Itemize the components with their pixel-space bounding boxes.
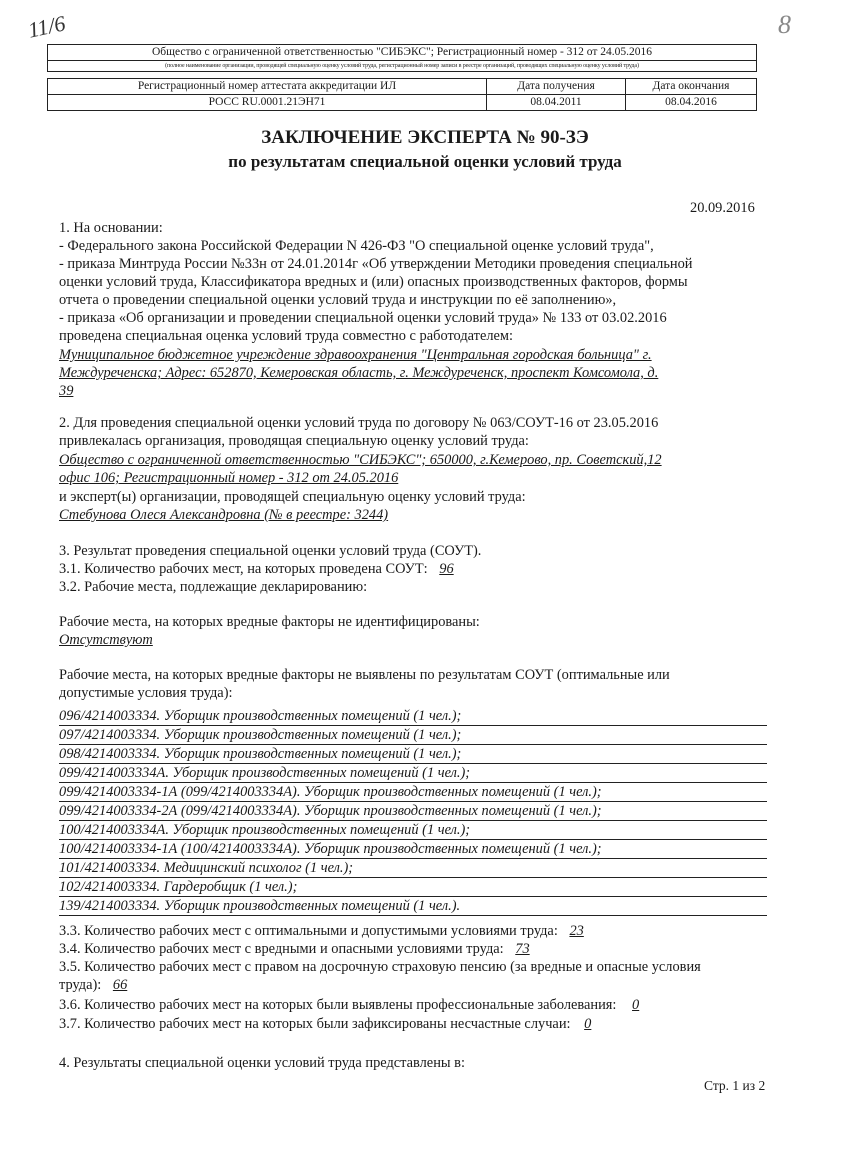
section-4-heading: 4. Результаты специальной оценки условий труда представлены в: [59,1055,465,1071]
section-1-line: 1. На основании: [59,220,163,236]
item-3-5: 3.5. Количество рабочих мест с правом на досрочную страховую пенсию (за вредные и опасные условия [59,959,701,975]
workplace-item: 102/4214003334. Гардеробщик (1 чел.); [59,878,767,897]
employer-address-cont: 39 [59,383,74,399]
section-1-line: - приказа «Об организации и проведении специальной оценки условий труда» № 133 от 03.02.2016 [59,310,667,326]
item-3-2: 3.2. Рабочие места, подлежащие декларированию: [59,579,368,595]
employer-name: Муниципальное бюджетное учреждение здравоохранения "Центральная городская больница" г. [59,347,652,363]
handwritten-page-number: 8 [778,10,791,39]
document-subtitle: по результатам специальной оценки условий труда [228,152,622,171]
expiry-date-label: Дата окончания [626,79,757,95]
item-3-7-value: 0 [584,1016,592,1032]
document-date: 20.09.2016 [690,200,755,216]
received-date: 08.04.2011 [487,95,626,111]
handwritten-note: 11/6 [25,10,68,43]
page-number: Стр. 1 из 2 [704,1078,766,1093]
item-3-4 [59,940,538,958]
assessment-org: Общество с ограниченной ответственностью "СИБЭКС"; 650000, г.Кемерово, пр. Советский,12 [59,452,662,468]
item-3-4-value: 73 [515,941,530,957]
item-3-1-value: 96 [439,561,454,577]
workplace-item: 099/4214003334А. Уборщик производственных помещений (1 чел.); [59,764,767,783]
expert-intro: и эксперт(ы) организации, проводящей специальную оценку условий труда: [59,489,526,505]
workplace-item: 100/4214003334А. Уборщик производственных помещений (1 чел.); [59,821,767,840]
section-2-intro: привлекалась организация, проводящая специальную оценку условий труда: [59,433,529,449]
item-3-5-value: 66 [112,977,128,993]
workplace-item: 096/4214003334. Уборщик производственных помещений (1 чел.); [59,707,767,726]
section-2-intro: 2. Для проведения специальной оценки условий труда по договору № 063/СОУТ-16 от 23.05.2016 [59,415,659,431]
workplace-item: 099/4214003334-1А (099/4214003334А). Уборщик производственных помещений (1 чел.); [59,783,767,802]
section-1-line: проведена специальная оценка условий труда совместно с работодателем: [59,328,514,344]
item-3-7-label: 3.7. Количество рабочих мест на которых были зафиксированы несчастные случаи: [59,1016,571,1032]
document-title: ЗАКЛЮЧЕНИЕ ЭКСПЕРТА № 90-ЗЭ [261,127,589,148]
item-3-6 [59,996,651,1014]
item-3-5-label-cont: труда): [59,977,102,993]
received-date-label: Дата получения [487,79,626,95]
assessment-org-cont: офис 106; Регистрационный номер - 312 от 24.05.2016 [59,470,399,486]
section-1-line: - приказа Минтруда России №33н от 24.01.2014г «Об утверждении Методики проведения специальной [59,256,693,272]
item-3-7 [59,1015,601,1033]
reg-number: РОСС RU.0001.21ЭН71 [48,95,487,111]
section-1-line: отчета о проведении специальной оценки условий труда и инструкции по её заполнению», [59,292,617,308]
section-1-line: - Федерального закона Российской Федерации N 426-ФЗ "О специальной оценке условий труда", [59,238,654,254]
not-found-label: Рабочие места, на которых вредные факторы не выявлены по результатам СОУТ (оптимальные или [59,667,670,683]
section-3-heading: 3. Результат проведения специальной оценки условий труда (СОУТ). [59,543,482,559]
expiry-date: 08.04.2016 [626,95,757,111]
workplace-item: 139/4214003334. Уборщик производственных помещений (1 чел.). [59,897,767,916]
employer-address: Междуреченска; Адрес: 652870, Кемеровская область, г. Междуреченск, проспект Комсомола, д. [59,365,659,381]
item-3-3-value: 23 [569,923,584,939]
item-3-3-label: 3.3. Количество рабочих мест с оптимальными и допустимыми условиями труда: [59,923,558,939]
not-identified-value: Отсутствуют [59,632,153,648]
workplace-item: 099/4214003334-2А (099/4214003334А). Уборщик производственных помещений (1 чел.); [59,802,767,821]
item-3-5-cont [59,976,135,994]
item-3-6-value: 0 [632,997,640,1013]
reg-number-label: Регистрационный номер аттестата аккредитации ИЛ [48,79,487,95]
item-3-3 [59,922,592,940]
workplace-item: 097/4214003334. Уборщик производственных помещений (1 чел.); [59,726,767,745]
workplace-item: 101/4214003334. Медицинский психолог (1 чел.); [59,859,767,878]
workplace-item: 100/4214003334-1А (100/4214003334А). Уборщик производственных помещений (1 чел.); [59,840,767,859]
not-found-label-cont: допустимые условия труда): [59,685,233,701]
item-3-6-label: 3.6. Количество рабочих мест на которых были выявлены профессиональные заболевания: [59,997,617,1013]
org-caption: (полное наименование организации, проводящей специальную оценку условий труда, регистрационный номер записи в реестре организаций, проводящих специальную оценку условий труда) [48,61,757,72]
item-3-1-label: 3.1. Количество рабочих мест, на которых проведена СОУТ: [59,561,428,577]
section-1-line: оценки условий труда, Классификатора вредных и (или) опасных производственных факторов, формы [59,274,688,290]
item-3-1 [59,560,462,578]
header-table [47,44,757,111]
expert-name: Стебунова Олеся Александровна (№ в реестре: 3244) [59,507,389,523]
org-line: Общество с ограниченной ответственностью "СИБЭКС"; Регистрационный номер - 312 от 24.05.2016 [48,45,757,61]
workplace-item: 098/4214003334. Уборщик производственных помещений (1 чел.); [59,745,767,764]
item-3-4-label: 3.4. Количество рабочих мест с вредными и опасными условиями труда: [59,941,504,957]
not-identified-label: Рабочие места, на которых вредные факторы не идентифицированы: [59,614,480,630]
